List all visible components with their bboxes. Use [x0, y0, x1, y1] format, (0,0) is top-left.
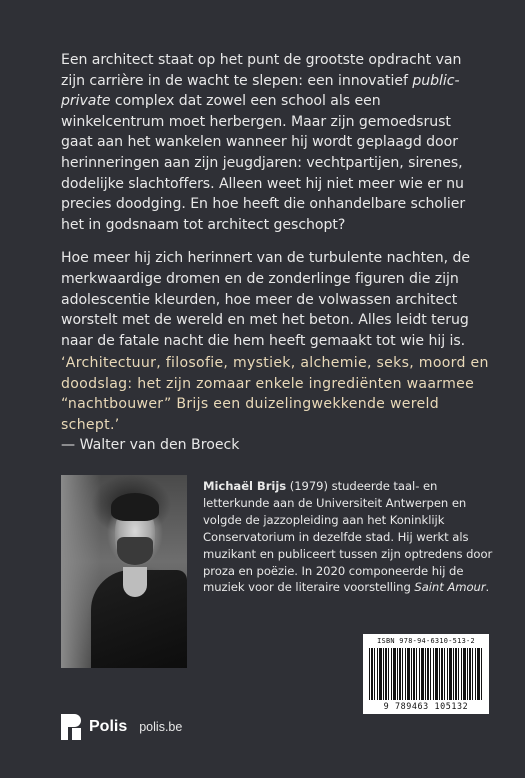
blurb-paragraph-1 [61, 50, 481, 235]
back-cover-blurb [61, 50, 481, 351]
isbn-number: ISBN 978-94-6310-513-2 [377, 637, 475, 645]
bio-work-title: Saint Amour [414, 580, 486, 595]
publisher-name: Polis [89, 718, 128, 735]
barcode-bars [369, 648, 483, 700]
quote-text: ‘Architectuur, filosofie, mystiek, alchemie, seks, moord en doodslag: het zijn zomaar enkele ingrediënten waarmee “nachtbouwer” Brijs een duizelingwekkende wereld schept.’ [61, 355, 489, 433]
blurb-p1-part-3: complex dat zowel een school als een winkelcentrum moet herbergen. Maar zijn gemoedsrust gaat aan het wankelen wanneer hij wordt geplaagd door herinneringen aan zijn jeugdjaren: vechtpartijen, sirenes, dodelijke slachtoffers. Alleen weet hij niet meer wie er nu precies doodging. En hoe heeft die onhandelbare scholier het in godsnaam tot architect geschopt? [61, 93, 466, 233]
author-photo [61, 475, 187, 668]
polis-logo-icon [61, 714, 83, 740]
ean-number: 9 789463 105132 [383, 701, 469, 711]
publisher-logo [61, 714, 182, 740]
bio-text: (1979) studeerde taal- en letterkunde aan de Universiteit Antwerpen en volgde de jazzopleiding aan het Koninklijk Conservatorium in dezelfde stad. Hij werkt als muzikant en publiceert tussen zijn optredens door proza en poëzie. In 2020 componeerde hij de muziek voor de literaire voorstelling [203, 479, 493, 595]
quote-attribution: — Walter van den Broeck [61, 437, 240, 454]
bio-end: . [485, 580, 490, 595]
review-quote [61, 353, 491, 456]
blurb-p1-italic: public-private [61, 72, 460, 110]
publisher-url: polis.be [139, 720, 183, 734]
blurb-p1-part-1: Een architect staat op het punt de grootste opdracht van zijn carrière in de wacht te slepen: een innovatief [61, 52, 462, 89]
author-name: Michaël Brijs [203, 479, 287, 493]
isbn-barcode [363, 634, 489, 714]
author-bio [203, 478, 493, 596]
blurb-paragraph-2: Hoe meer hij zich herinnert van de turbulente nachten, de merkwaardige dromen en de zonderlinge figuren die zijn adolescentie kleurden, hoe meer de volwassen architect worstelt met de wereld en met het beton. Alles leidt terug naar de fatale nacht die hem heeft gemaakt tot wie hij is. [61, 250, 471, 349]
